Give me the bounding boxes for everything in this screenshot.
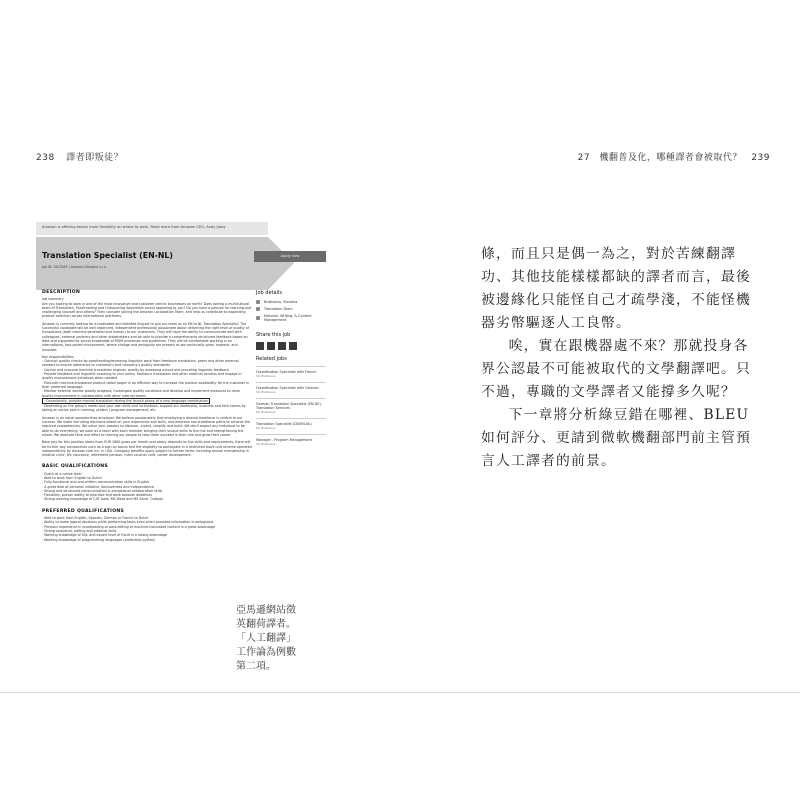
related-job-location: SK, Bratislava xyxy=(256,426,276,430)
right-page-body xyxy=(481,243,763,473)
job-detail-category xyxy=(256,314,326,322)
right-page-number: 239 xyxy=(751,153,770,163)
qualification-item: · Working knowledge of SQL and expert level of Excel is a strong advantage xyxy=(42,533,168,538)
qualification-item: · Dutch at a native level xyxy=(42,471,82,476)
job-detail-location xyxy=(256,300,326,304)
related-job[interactable] xyxy=(256,434,326,450)
title-bar-chevron xyxy=(268,237,294,290)
share-heading: Share this job xyxy=(256,332,291,338)
body-paragraph: 唉，實在跟機器處不來？那就投身各界公認最不可能被取代的文學翻譯吧。只不過，專職的文學譯者又能撐多久呢？ xyxy=(481,338,751,400)
pay-paragraph: Base pay for this position starts from EUR 1800 gross per month and salary depends on the skills and requirements, there will be further pay components such as a sign on bonus and the eligibility to participate in a restricted stock unit scheme operated independently by Amazon.com Inc. in USA. Company benefits apply subject to further terms including annual membership in medical clinic, life insurance, retirement pension, meal voucher card, career development. xyxy=(42,440,252,458)
responsibility-item: · Monitor external vendor quality progress, investigate quality variations and develop and implement measures to drive quality improvement in collaboration with other internal teams xyxy=(42,389,240,398)
responsibility-item: · Control and improve machine translation engines' quality by assessing output and providing linguistic feedback xyxy=(42,367,229,372)
related-job-location: SK, Bratislava xyxy=(256,442,276,446)
related-job-title[interactable]: Classification Specialist with French xyxy=(256,370,317,374)
related-job-location: SK, Bratislava xyxy=(256,410,276,414)
body-paragraph: 條，而且只是偶一為之，對於苦練翻譯功、其他技能樣樣都缺的譯者而言，最後被邊緣化只能怪自己才疏學淺，不能怪機器劣幣驅逐人工良幣。 xyxy=(481,246,751,331)
email-icon[interactable] xyxy=(289,342,297,350)
qualification-item: · A great deal of personal initiative, decisiveness and independence xyxy=(42,484,154,489)
left-page-header xyxy=(36,150,123,163)
related-job[interactable] xyxy=(256,398,326,418)
qualification-item: · Able to work from English, Spanish, German or French to Dutch xyxy=(42,516,149,521)
job-detail-text: Editorial, Writing, & Content Management xyxy=(264,314,312,322)
job-detail-text: Bratislava, Slovakia xyxy=(264,300,298,304)
right-running-title: 機翻普及化，哪種譯者會被取代？ xyxy=(599,153,742,163)
qualification-item: · Strong analytical, editing and editorial skills xyxy=(42,528,117,533)
description-paragraph: Amazon is currently looking for a motivated and talented linguist to join our team as an EN to NL Translation Specialist. The successful candidate will be well organized, independent professional passionate about delivering the right level of quality of translations (both machine generated and human) to our customers. They will have the ability to communicate well with colleagues, external partners and other stakeholders and be able to provide a comprehensive structured feedback based on data and supported by sound knowledge of MQM processes and guidelines. They will be comfortable working in an international, fast-paced environment, where change and ambiguity are present as we continually grow, improve, and innovate. xyxy=(42,321,249,352)
team-icon xyxy=(256,307,260,311)
body-paragraph: 下一章將分析綠豆錯在哪裡、BLEU如何評分、更請到微軟機翻部門前主管預言人工譯者的前景。 xyxy=(481,407,751,469)
related-job[interactable] xyxy=(256,366,326,382)
qualification-item: · Ability to make logical decisions while performing tasks even when provided information is ambiguous xyxy=(42,520,214,525)
qualification-item: · Strong working knowledge of CAT tools, MS Word and MS Excel, Outlook xyxy=(42,497,164,502)
left-page-number: 238 xyxy=(36,153,55,163)
right-chapter-number: 27 xyxy=(577,153,591,163)
preferred-qualifications-heading: PREFERRED QUALIFICATIONS xyxy=(42,508,125,514)
related-job-title[interactable]: Manager - Program Management xyxy=(256,438,312,442)
description-heading: DESCRIPTION xyxy=(42,290,81,295)
related-job[interactable] xyxy=(256,382,326,398)
category-icon xyxy=(256,316,260,320)
qualification-item: · Strong and structured communication & exceptional collaboration skills xyxy=(42,488,163,493)
linkedin-icon[interactable] xyxy=(267,342,275,350)
job-title-bar xyxy=(36,237,268,290)
job-summary-label: Job summary xyxy=(42,297,64,302)
job-details-heading: Job details xyxy=(256,290,282,296)
basic-qualifications-heading: BASIC QUALIFICATIONS xyxy=(42,464,109,470)
related-job-location: SK, Bratislava xyxy=(256,390,276,394)
location-pin-icon xyxy=(256,300,260,304)
responsibility-item: · Depending on the group's needs and your own skills and inclinations, support our leadership, business and tech teams by taking an active part in training, project / program management, etc. xyxy=(42,404,246,413)
left-running-title: 譯者即叛徒？ xyxy=(66,153,124,163)
qualification-item: · Flexibility, proven ability to prioritize and work towards deadlines xyxy=(42,493,152,498)
job-sidebar xyxy=(256,290,326,450)
qualification-item: · Working knowledge of programming languages (preferably python) xyxy=(42,537,156,542)
related-job-title[interactable]: Translation Specialist (DE/EN-NL) xyxy=(256,422,312,426)
description-paragraph: Are you looking to work in one of the most innovative and customer centric businesses on earth? Does joining a multicultural team of Translation, Proofreading and Outsourcing Specialists sound appealing to you? Do you have a passion for learning and challenging yourself and others? Then consider joining the Amazon Localization Team, and help us contribute to expanding product selection across international platforms. xyxy=(42,301,252,319)
share-buttons xyxy=(256,342,326,350)
job-description xyxy=(42,291,252,542)
twitter-icon[interactable] xyxy=(278,342,286,350)
right-page-header xyxy=(578,150,770,163)
announcement-banner: Amazon is offering teams more flexibility on where to work. Read more from Amazon CEO, Andy Jassy xyxy=(36,222,268,235)
related-job[interactable] xyxy=(256,418,326,434)
qualification-item: · Previous experience in proofreading or post-editing of machine-translated content is a great advantage xyxy=(42,524,216,529)
related-job-title[interactable]: Classification Specialist with German xyxy=(256,386,319,390)
responsibility-item: · Post-edit machine-translated product detail pages in an efficient way to increase the product availability for the customer in their preferred language xyxy=(42,380,250,389)
related-jobs-heading: Related jobs xyxy=(256,356,287,362)
related-job-location: SK, Bratislava xyxy=(256,374,276,378)
figure-annotation: 亞馬遜網站徵英翻荷譯者。「人工翻譯」工作論為例數第二項。 xyxy=(236,605,296,672)
job-detail-team xyxy=(256,307,326,311)
job-title: Translation Specialist (EN-NL) xyxy=(42,251,173,260)
job-detail-text: Translation Team xyxy=(264,307,293,311)
key-responsibilities-label: Key responsibilities xyxy=(42,354,74,359)
qualification-item: · Fully-functional oral and written communication skills in English xyxy=(42,480,150,485)
about-paragraph: Amazon is an equal opportunities employer. We believe passionately that employing a diverse workforce is central to our success. We make recruiting decisions based on your experience and skills, and embrace non-traditional paths to achieve the required competencies. We value your passion to discover, invent, simplify and build. We don't expect any individual to be able to do everything, we work as a team with each member bringing their unique skills to the mix and strengthening the whole. We dedicate time and effort to training our people to help them succeed in their role and grow their career. xyxy=(42,415,251,437)
related-job-title[interactable]: German Translation Specialist (EN-DE), Translation Services xyxy=(256,402,322,410)
highlighted-responsibility: · Occasionally, provide manual translation during the launch phase of a new language combination xyxy=(44,398,208,403)
responsibility-item: · Conduct quality checks by proofreading/reviewing linguistic work from freelance translators, peers and other external vendors to ensure adherence to customer's and company's quality standards xyxy=(42,359,239,368)
qualification-item: · Able to work from English to Dutch xyxy=(42,475,102,480)
responsibility-item: · Provide feedback and linguistic coaching to your peers, freelance translators and other external vendors and engage in quality improvement initiatives when needed xyxy=(42,372,242,381)
job-id: Job ID: 1823065 | Amazon Slovakia s.r.o. xyxy=(42,265,107,269)
apply-now-button[interactable]: Apply now xyxy=(254,251,326,262)
facebook-icon[interactable] xyxy=(256,342,264,350)
page-bottom-divider xyxy=(0,692,800,693)
